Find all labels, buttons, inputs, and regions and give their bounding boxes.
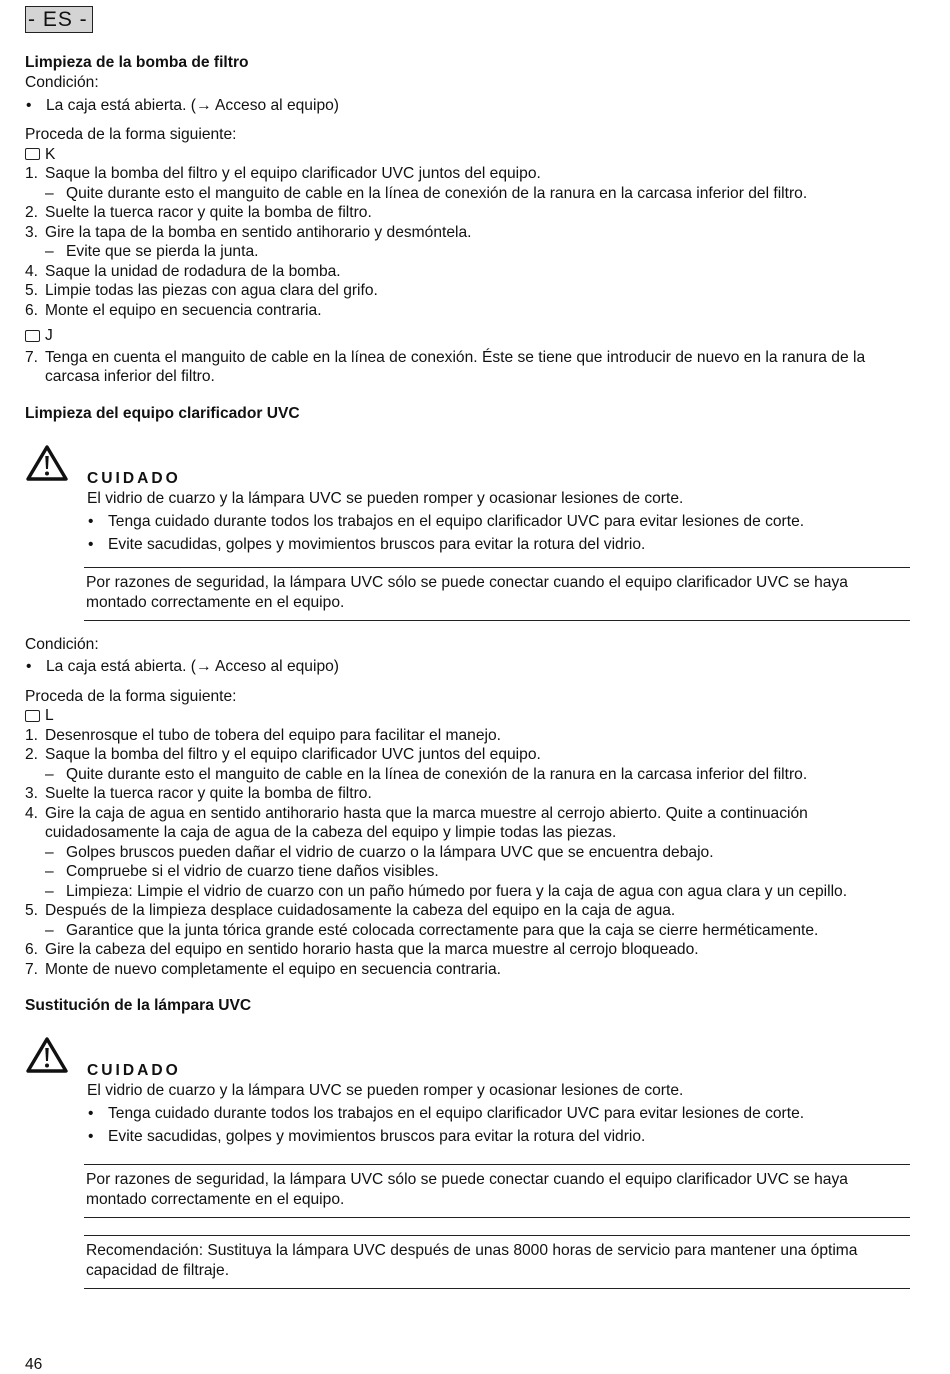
section-title: Limpieza de la bomba de filtro	[25, 54, 249, 71]
recommendation-note: Recomendación: Sustituya la lámpara UVC después de unas 8000 horas de servicio para mantener una óptima capacidad de filtraje.	[84, 1235, 910, 1289]
condition-label: Condición:	[25, 635, 99, 653]
page	[25, 6, 910, 1289]
warning-block	[25, 444, 910, 556]
safety-note: Por razones de seguridad, la lámpara UVC sólo se puede conectar cuando el equipo clarificador UVC se haya montado correctamente en el equipo.	[84, 567, 910, 621]
figure-box-icon	[25, 148, 40, 160]
list-item: 3. Gire la tapa de la bomba en sentido antihorario y desmóntela.	[25, 223, 472, 241]
sub-step: – Quite durante esto el manguito de cable en la línea de conexión de la ranura en la carcasa inferior del filtro.	[25, 184, 910, 204]
figure-box-icon	[25, 330, 40, 342]
list-item: 2. Saque la bomba del filtro y el equipo clarificador UVC juntos del equipo.	[25, 746, 541, 763]
figure-ref: J	[25, 326, 910, 346]
section-uvc-cleaning	[25, 404, 910, 980]
sub-step: – Evite que se pierda la junta.	[25, 242, 910, 262]
sub-step: – Quite durante esto el manguito de cable en la línea de conexión de la ranura en la carcasa inferior del filtro.	[25, 765, 910, 785]
condition-label: Condición:	[25, 74, 99, 91]
list-item: 1. Desenrosque el tubo de tobera del equipo para facilitar el manejo.	[25, 726, 501, 744]
condition-item: • La caja está abierta. (→ Acceso al equipo)	[25, 96, 910, 116]
figure-ref: L	[25, 706, 910, 726]
warning-bullet: • Evite sacudidas, golpes y movimientos bruscos para evitar la rotura del vidrio.	[87, 533, 910, 556]
section-uvc-replacement	[25, 996, 910, 1289]
list-item: 2. Suelte la tuerca racor y quite la bomba de filtro.	[25, 204, 372, 221]
safety-note: Por razones de seguridad, la lámpara UVC sólo se puede conectar cuando el equipo clarificador UVC se haya montado correctamente en el equipo.	[84, 1164, 910, 1218]
list-item: 5. Después de la limpieza desplace cuidadosamente la cabeza del equipo en la caja de agua.	[25, 902, 676, 919]
warning-text: El vidrio de cuarzo y la lámpara UVC se pueden romper y ocasionar lesiones de corte.	[87, 1082, 684, 1099]
proceed-label: Proceda de la forma siguiente:	[25, 126, 237, 143]
list-item: 6. Gire la cabeza del equipo en sentido horario hasta que la marca muestre al cerrojo bloqueado.	[25, 941, 699, 958]
step-list	[25, 164, 910, 320]
sub-step: – Compruebe si el vidrio de cuarzo tiene daños visibles.	[25, 862, 910, 882]
section-title: Sustitución de la lámpara UVC	[25, 997, 252, 1014]
list-item: 7. Monte de nuevo completamente el equipo en secuencia contraria.	[25, 960, 501, 978]
section-title: Limpieza del equipo clarificador UVC	[25, 404, 300, 422]
warning-text: El vidrio de cuarzo y la lámpara UVC se pueden romper y ocasionar lesiones de corte.	[87, 489, 684, 507]
list-item: 3. Suelte la tuerca racor y quite la bomba de filtro.	[25, 785, 372, 802]
section-filter-pump	[25, 53, 910, 387]
list-item: 6. Monte el equipo en secuencia contraria.	[25, 301, 322, 319]
warning-bullet: • Tenga cuidado durante todos los trabajos en el equipo clarificador UVC para evitar lesiones de corte.	[87, 510, 910, 533]
sub-step: – Golpes bruscos pueden dañar el vidrio de cuarzo o la lámpara UVC que se encuentra debajo.	[25, 843, 910, 863]
warning-bullet: • Evite sacudidas, golpes y movimientos bruscos para evitar la rotura del vidrio.	[87, 1125, 910, 1148]
page-number: 46	[25, 1356, 43, 1373]
step-list	[25, 726, 910, 980]
warning-title: CUIDADO	[87, 469, 181, 487]
list-item: 7. Tenga en cuenta el manguito de cable en la línea de conexión. Éste se tiene que introducir de nuevo en la ranura de la carcasa inferior del filtro.	[25, 348, 866, 385]
figure-box-icon	[25, 710, 40, 722]
list-item: 4. Gire la caja de agua en sentido antihorario hasta que la marca muestre al cerrojo abierto. Quite a continuación cuidadosamente la caja de agua de la cabeza del equipo y limpie todas las piezas.	[25, 804, 808, 841]
warning-title: CUIDADO	[87, 1062, 181, 1079]
warning-block	[25, 1036, 910, 1148]
proceed-label: Proceda de la forma siguiente:	[25, 687, 237, 705]
warning-triangle-icon	[25, 1036, 69, 1074]
sub-step: – Garantice que la junta tórica grande esté colocada correctamente para que la caja se cierre herméticamente.	[25, 921, 910, 941]
warning-triangle-icon	[25, 444, 69, 482]
list-item: 1. Saque la bomba del filtro y el equipo clarificador UVC juntos del equipo.	[25, 165, 541, 182]
language-tag: - ES -	[25, 6, 93, 33]
list-item: 5. Limpie todas las piezas con agua clara del grifo.	[25, 282, 378, 299]
warning-bullet: • Tenga cuidado durante todos los trabajos en el equipo clarificador UVC para evitar lesiones de corte.	[87, 1102, 910, 1125]
figure-ref: K	[25, 145, 910, 165]
sub-step: – Limpieza: Limpie el vidrio de cuarzo con un paño húmedo por fuera y la caja de agua con agua clara y un cepillo.	[25, 882, 910, 902]
condition-item: • La caja está abierta. (→ Acceso al equipo)	[25, 657, 910, 677]
list-item: 4. Saque la unidad de rodadura de la bomba.	[25, 262, 341, 280]
